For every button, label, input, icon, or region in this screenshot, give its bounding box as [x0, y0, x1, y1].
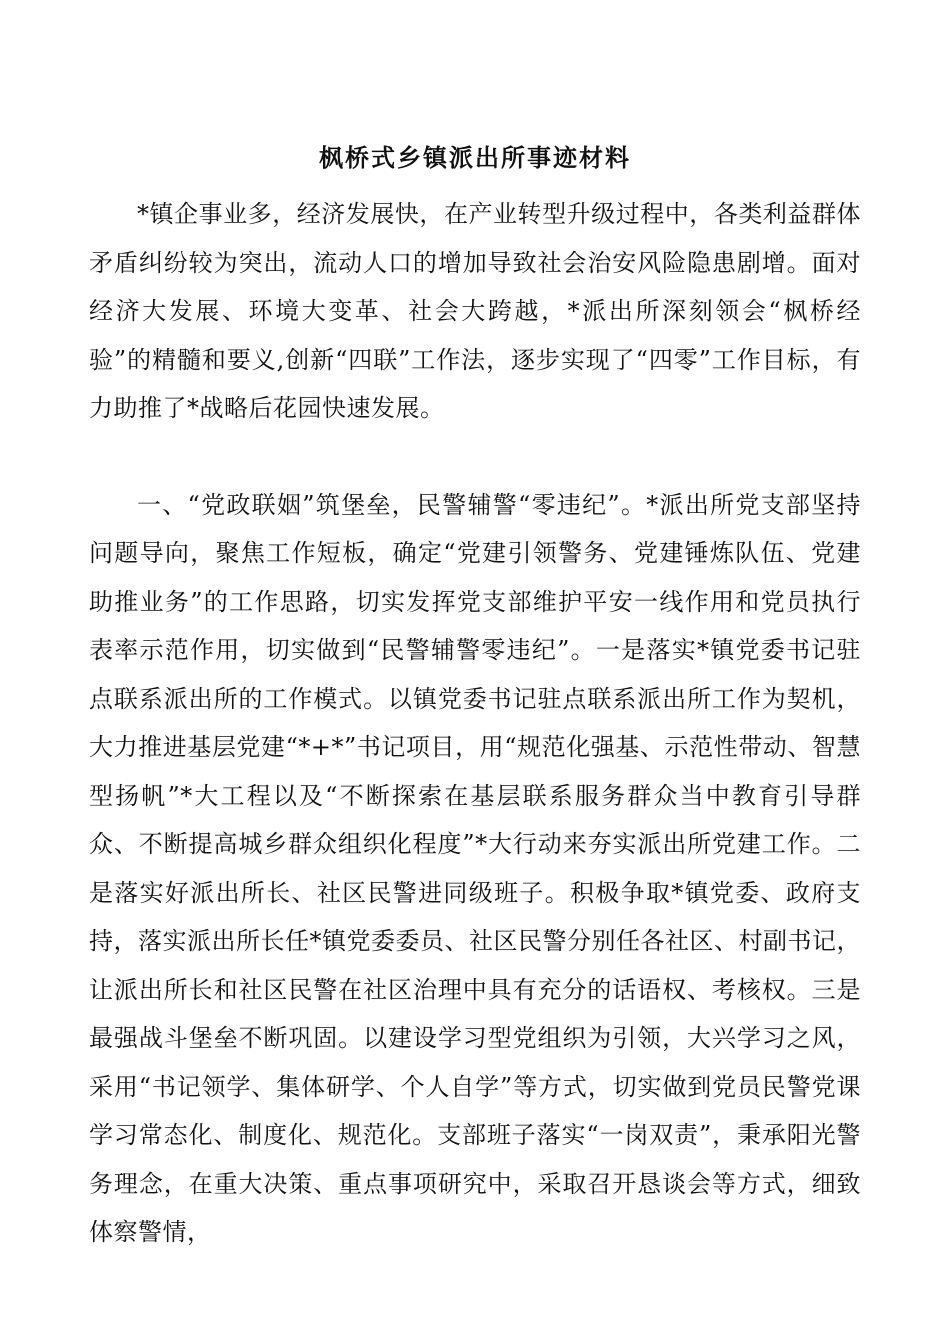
- paragraph-section-one: 一、“党政联姻”筑堡垒，民警辅警“零违纪”。*派出所党支部坚持问题导向，聚焦工作短板，确定“党建引领警务、党建锤炼队伍、党建助推业务”的工作思路，切实发挥党支部维护平安一线作用和党员执行表率示范作用，切实做到“民警辅警零违纪”。一是落实*镇党委书记驻点联系派出所的工作模式。以镇党委书记驻点联系派出所工作为契机，大力推进基层党建“*+*”书记项目，用“规范化强基、示范性带动、智慧型扬帆”*大工程以及“不断探索在基层联系服务群众当中教育引导群众、不断提高城乡群众组织化程度”*大行动来夯实派出所党建工作。二是落实好派出所长、社区民警进同级班子。积极争取*镇党委、政府支持，落实派出所长任*镇党委委员、社区民警分别任各社区、村副书记，让派出所长和社区民警在社区治理中具有充分的话语权、考核权。三是最强战斗堡垒不断巩固。以建设学习型党组织为引领，大兴学习之风，采用“书记领学、集体研学、个人自学”等方式，切实做到党员民警党课学习常态化、制度化、规范化。支部班子落实“一岗双责”，秉承阳光警务理念，在重大决策、重点事项研究中，采取召开恳谈会等方式，细致体察警情，: [89, 490, 861, 1246]
- document-body: [89, 190, 861, 1257]
- document-title: 枫桥式乡镇派出所事迹材料: [319, 143, 631, 172]
- paragraph-intro: *镇企事业多，经济发展快，在产业转型升级过程中，各类利益群体矛盾纠纷较为突出，流动人口的增加导致社会治安风险隐患剧增。面对经济大发展、环境大变革、社会大跨越，*派出所深刻领会“枫桥经验”的精髓和要义,创新“四联”工作法，逐步实现了“四零”工作目标，有力助推了*战略后花园快速发展。: [89, 200, 861, 422]
